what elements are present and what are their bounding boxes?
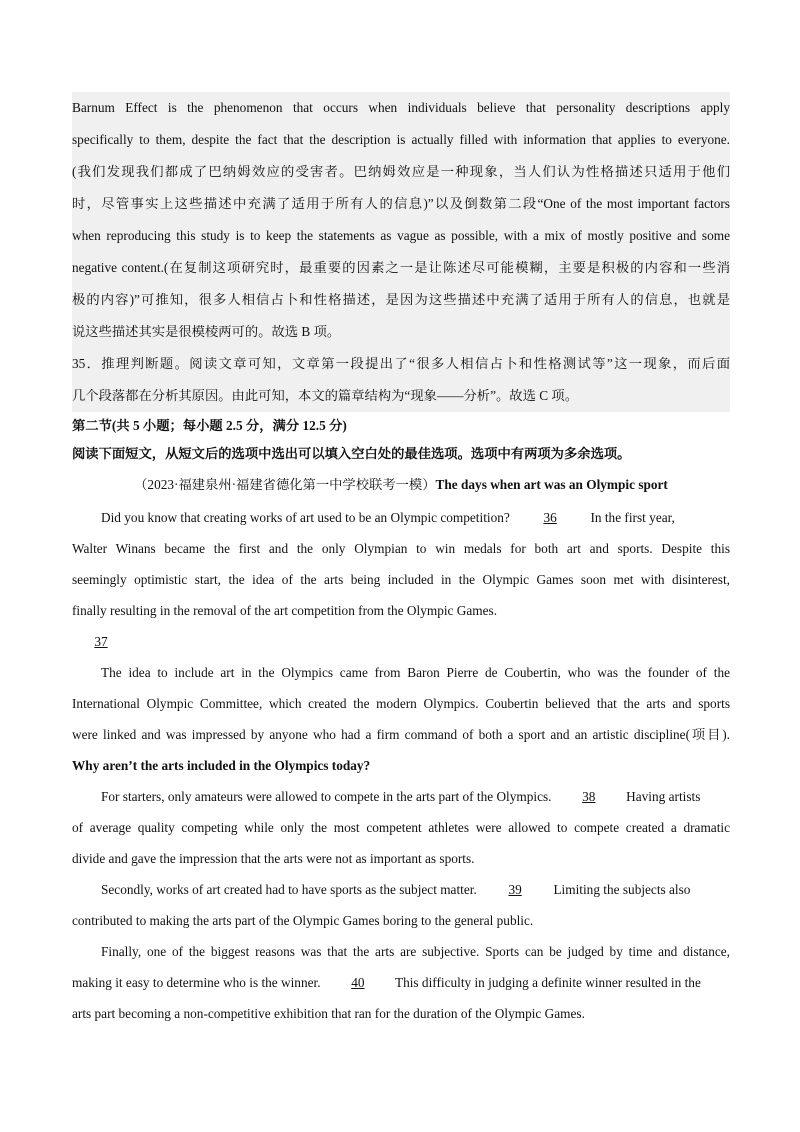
paragraph-1-line: Walter Winans became the first and the only Olympian to win medals for both art and sports. Despite this bbox=[72, 541, 730, 556]
paragraph-2-line: The idea to include art in the Olympics came from Baron Pierre de Coubertin, who was the founder of the bbox=[101, 665, 730, 680]
paragraph-4-line: Secondly, works of art created had to have sports as the subject matter. 39 Limiting the subjects also bbox=[72, 874, 730, 905]
passage-title: The days when art was an Olympic sport bbox=[435, 477, 668, 492]
blank-36: 36 bbox=[543, 510, 557, 525]
paragraph-1-line: finally resulting in the removal of the art competition from the Olympic Games. bbox=[72, 603, 498, 618]
explanation-line: (我们发现我们都成了巴纳姆效应的受害者。巴纳姆效应是一种现象，当人们认为性格描述只适用于他们 bbox=[72, 164, 730, 179]
paragraph-5-line: arts part becoming a non-competitive exhibition that ran for the duration of the Olympic Games. bbox=[72, 1006, 585, 1021]
explanation-line: 极的内容)”可推知，很多人相信占卜和性格描述，是因为这些描述中充满了适用于所有人的信息，也就是 bbox=[72, 292, 730, 307]
subheading: Why aren’t the arts included in the Olympics today? bbox=[72, 758, 371, 773]
explanation-line: specifically to them, despite the fact that the description is actually filled with information that applies to everyone. bbox=[72, 132, 730, 147]
section-instruction: 阅读下面短文，从短文后的选项中选出可以填入空白处的最佳选项。选项中有两项为多余选项。 bbox=[72, 446, 631, 461]
paragraph-5-line: Finally, one of the biggest reasons was that the arts are subjective. Sports can be judged by time and distance, bbox=[101, 944, 730, 959]
passage-header bbox=[72, 468, 730, 502]
paragraph-3-line: divide and gave the impression that the arts were not as important as sports. bbox=[72, 851, 475, 866]
blank-39: 39 bbox=[508, 882, 522, 897]
explanation-line: 时，尽管事实上这些描述中充满了适用于所有人的信息)”以及倒数第二段“One of the most important factors bbox=[72, 196, 730, 211]
explanation-line: 几个段落都在分析其原因。由此可知，本文的篇章结构为“现象——分析”。故选 C 项。 bbox=[72, 388, 579, 403]
explanation-line: 说这些描述其实是很模棱两可的。故选 B 项。 bbox=[72, 324, 341, 339]
answer-explanation-block bbox=[72, 92, 730, 412]
paragraph-blank-line bbox=[72, 626, 730, 657]
blank-38: 38 bbox=[582, 789, 596, 804]
paragraph-3-line: For starters, only amateurs were allowed to compete in the arts part of the Olympics. 38 Having artists bbox=[72, 781, 730, 812]
explanation-line: negative content.(在复制这项研究时，最重要的因素之一是让陈述尽可能模糊，主要是积极的内容和一些消 bbox=[72, 260, 730, 275]
document-page bbox=[72, 92, 730, 1029]
paragraph-1-line: Did you know that creating works of art used to be an Olympic competition? 36 In the first year, bbox=[72, 502, 730, 533]
blank-37: 37 bbox=[94, 634, 108, 649]
paragraph-5-line: making it easy to determine who is the winner. 40 This difficulty in judging a definite winner resulted in the bbox=[72, 967, 730, 998]
explanation-line: 35．推理判断题。阅读文章可知，文章第一段提出了“很多人相信占卜和性格测试等”这一现象，而后面 bbox=[72, 356, 730, 371]
passage-source: （2023·福建泉州·福建省德化第一中学校联考一模） bbox=[134, 477, 436, 492]
paragraph-2-line: International Olympic Committee, which created the modern Olympics. Coubertin believed that the arts and sports bbox=[72, 696, 730, 711]
section-title: 第二节(共 5 小题；每小题 2.5 分，满分 12.5 分) bbox=[72, 418, 347, 433]
paragraph-1-line: seemingly optimistic start, the idea of the arts being included in the Olympic Games soon met with disinterest, bbox=[72, 572, 730, 587]
explanation-line: Barnum Effect is the phenomenon that occurs when individuals believe that personality descriptions apply bbox=[72, 100, 730, 115]
explanation-line: when reproducing this study is to keep the statements as vague as possible, with a mix of mostly positive and some bbox=[72, 228, 730, 243]
paragraph-3-line: of average quality competing while only the most competent athletes were allowed to compete created a dramatic bbox=[72, 820, 730, 835]
paragraph-2-line: were linked and was impressed by anyone who had a firm command of both a sport and an artistic discipline(项目). bbox=[72, 727, 730, 742]
blank-40: 40 bbox=[351, 975, 365, 990]
paragraph-4-line: contributed to making the arts part of the Olympic Games boring to the general public. bbox=[72, 913, 534, 928]
